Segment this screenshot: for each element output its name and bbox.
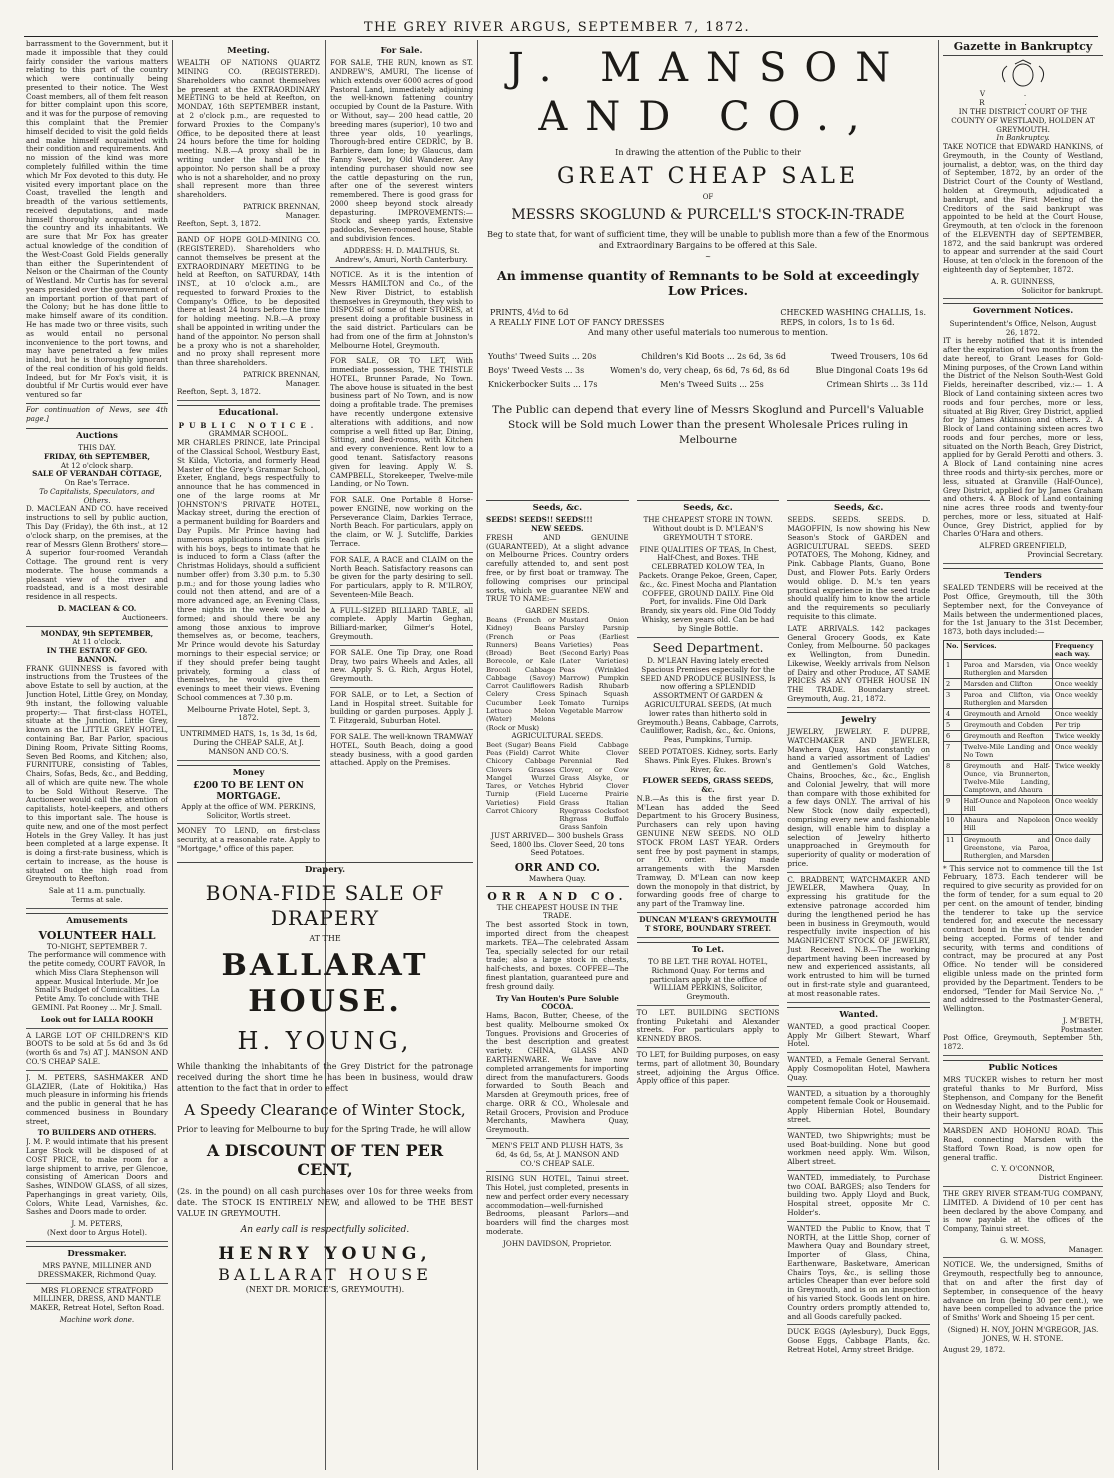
magoffin-seeds-ad: SEEDS. SEEDS. SEEDS. D. MAGOFFIN, Is now showing his New Season's Stock of GARDEN and AGRICULTURAL SEEDS. SEED POTATOES, The Mohong, Kidney, and Pink. Cabbage Plants, Guano, Bone Dust, and Flower Pots. Early Orders would oblige. D. M.'s ten years practical experience in the seed trade should qualify him to know the article and the requirements so peculiarly requisite to this climate. — [787, 515, 931, 621]
table-row — [944, 720, 1103, 731]
editorial-text: barrassment to the Government, but it made it impossible that they could fairly consider the various matters relating to this part of the country which were continually being presented to their notice. The West Coast members, all of them felt reason for bitter complaint upon this score, and it was for the purpose of removing this complaint that the Premier himself decided to visit the gold fields and make himself acquainted with their condition and requirements. And no mission of the kind was more completely fulfilled within the time which Mr Fox devoted to this duty. He visited every important place on the Coast, travelled the length and breadth of the various settlements, received deputations, and made himself thoroughly acquainted with the country and its inhabitants. We are sure that Mr Fox has greater actual knowledge of the condition of the West-Coast Gold Fields generally than either the Superintendent of Nelson or the Chairman of the County of Westland. Mr Curtis has for several years presided over the government of an important portion of that part of the Colony; but he has done little to make himself aware of its condition. He has made two or three visits, such as would entail no personal inconvenience to the port towns, and may have penetrated a few miles inland, but he is thoroughly ignorant of the real condition of his gold fields. Indeed, but for Mr Fox's visit, it is doubtful if Mr Curtis would ever have ventured so far — [26, 40, 168, 400]
tenders-role: Postmaster. — [1060, 1024, 1103, 1034]
seed-potatoes: SEED POTATOES. Kidney, sorts. Early Shaws. Pink Eyes. Flukes. Brown's River, &c. — [638, 746, 778, 774]
section-heading-seeds-b: Seeds, &c. — [637, 500, 780, 513]
table-cell: 3 — [944, 690, 962, 709]
seeds-column-b — [633, 496, 784, 1358]
thistle-hotel-ad: FOR SALE, OR TO LET, With immediate possession, THE THISTLE HOTEL, Brunner Parade, No Town. The above house is situated in the best business part of No Town, and is now doing a profitable trade. The premises have recently undergone extensive alterations with additions, and now comprise a well fitted up Bar, Dining, Sitting, and Bed-rooms, with Kitchen and every convenience. Rent low to a good tenant. Satisfactory reasons given for leaving. Apply W. S. CAMPBELL, Storekeeper, Twelve-mile Landing, or No Town. — [330, 357, 473, 493]
section-heading-auctions: Auctions — [26, 428, 168, 441]
auction2-terms: Terms at sale. — [26, 896, 168, 909]
steam-tug-notice: THE GREY RIVER STEAM-TUG COMPANY, LIMITED. A Dividend of 10 per cent has been declared by the above Company, and is now payable at the offices of the Company, Tainui street. — [943, 1188, 1103, 1234]
table-cell: Once weekly — [1053, 815, 1103, 834]
st-andrews-run-ad: FOR SALE, THE RUN, known as ST. ANDREW'S, AMURI, The license of which extends over 6000 acres of good Pastoral Land, immediately adjoining the well-known fattening country occupied by Count de la Pasture. With or Without, say— 200 head cattle, 20 breeding mares (superior), 10 two and three year olds, 10 yearlings, Thorough-bred entire CEDRIC, by B. Barbiere, dam Ione; by Glaucus, dam Fanny Sweet, by Old Wanderer. Any intending purchaser should now see the cattle depasturing on the run, after one of the severest winters remembered. There is good grass for 2000 sheep beyond stock already depasturing. IMPROVEMENTS:— Stock and sheep yards, Extensive paddocks, Seven-roomed house, Stable and subdivision fences. — [330, 58, 473, 243]
drapery-prior: Prior to leaving for Melbourne to buy for the Spring Trade, he will allow — [177, 1125, 471, 1135]
price-row-2: Boys' Tweed Vests ... 3s Women's do, very cheap, 6s 6d, 7s 6d, 8s 6d Blue Dingonal Coats 19s 6d — [488, 365, 928, 375]
tenders-body: SEALED TENDERS will be received at the Post Office, Greymouth, till the 30th September next, for the Conveyance of Mails between the undermentioned places, for the 1st January to the 31st December, 1873, both days included:— — [943, 583, 1103, 637]
table-cell: 6 — [944, 731, 962, 742]
table-cell: 11 — [944, 834, 962, 861]
table-cell: Greymouth and Arnold — [961, 709, 1052, 720]
manson-beg: Beg to state that, for want of sufficient time, they will be unable to publish more than a few of the Enormous and Extraordinary Bargains to be offered at this Sale. — [487, 230, 929, 250]
cheapest-house: THE CHEAPEST HOUSE IN THE TRADE. — [496, 902, 618, 921]
manson-of: OF — [702, 192, 714, 201]
table-cell: Greymouth and Cobden — [961, 720, 1052, 731]
manson-many: And many other useful materials too numerous to mention. — [587, 327, 829, 337]
agri-seeds-list-1: Beet (Sugar) Beans Peas (Field) Carrot Chicory Cabbage Clovers Grasses Mangel Wurzel Tares, or Vetches Turnip (Field Varieties) Field Carrot Chicory — [486, 740, 556, 815]
manson-title: J. MANSON AND CO., — [507, 45, 909, 140]
gov-signature: ALFRED GREENFIELD, — [979, 541, 1067, 551]
volunteer-hall-body: The performance will commence with the petite comedy, COURT FAVOR, In which Miss Clara Stephenson will appear. Musical Interlude. Mr Joe Small's Budget of Comicalities. La Petite Amy. To conclude with THE GEMINI. Pat Rooney ... Mr J. Small. — [28, 950, 166, 1013]
column-rule — [938, 40, 939, 1470]
wanted-servant: WANTED, a Female General Servant. Apply Cosmopolitan Hotel, Mawhera Quay. — [787, 1056, 930, 1086]
auction-title: SALE OF VERANDAH COTTAGE, — [32, 469, 162, 479]
tenders-note: * This service not to commence till the 1st February, 1873. Each tenderer will be required to give security as provided for on the form of tender, for a sum equal to 20 per cent. on the amount of tender, binding the tenderer to take up the service tendered for, and execute the necessary contract bond in the event of his tender being accepted. Forms of tender and security, with terms and conditions of contract, may be procured at any Post Office. No tender will be considered eligible unless made on the printed form provided by the Department. Tenders to be endorsed, "Tender for Mail Service No. ," and addressed to the Postmaster-General, Wellington. — [943, 863, 1103, 1014]
section-heading-tenders: Tenders — [943, 568, 1103, 581]
masthead-rule — [24, 36, 1098, 37]
allotment-to-let: TO LET, for Building purposes, on easy terms, part of allotment 30, Boundary street, adjoining the Argus Office. Apply office of this paper. — [636, 1049, 780, 1086]
mortgage-apply: Apply at the office of WM. PERKINS, Solicitor, Wortls street. — [177, 803, 320, 825]
public-notice-title: PUBLIC NOTICE. — [178, 420, 319, 430]
royal-hotel-to-let: TO BE LET. THE ROYAL HOTEL, Richmond Quay. For terms and particulars apply at the office of WILLIAM PERKINS, Solicitor, Greymouth. — [637, 958, 780, 1006]
untrimmed-hats-ad: UNTRIMMED HATS, 1s, 1s 3d, 1s 6d, During the CHEAP SALE, At J. MANSON AND CO.'S. — [177, 730, 320, 760]
section-heading-seeds-c: Seeds, &c. — [787, 500, 930, 513]
bankruptcy-notice: TAKE NOTICE that EDWARD HANKINS, of Greymouth, in the County of Westland, journalist, a debtor, was, on the third day of September, 1872, by an order of the District Court of the County of Westland, holden at Greymouth, adjudicated a bankrupt, and the First Meeting of the Creditors of the said bankrupt was appointed to be held at the Court House, Greymouth, at ten o'clock in the forenoon of the ELEVENTH day of SEPTEMBER, 1872, and the said bankrupt was ordered to appear and surrender at the said Court House, at ten o'clock in the forenoon of the eighteenth day of September, 1872. — [943, 142, 1103, 275]
table-cell: 7 — [944, 742, 962, 761]
new-seeds-title: NEW SEEDS. — [531, 524, 584, 534]
meeting-1-role: Manager. — [285, 210, 320, 220]
table-cell: 4 — [944, 709, 962, 720]
fancy-dresses: A REALLY FINE LOT OF FANCY DRESSES — [490, 317, 665, 327]
table-cell: Twice weekly — [1053, 731, 1103, 742]
table-cell: Marsden and Clifton — [961, 679, 1052, 690]
stratford-ad: MRS FLORENCE STRATFORD MILLINER, DRESS, AND MANTLE MAKER, Retreat Hotel, Sefton Road. — [29, 1285, 165, 1313]
table-cell: Greymouth and Half-Ounce, via Brunnerton, Twelve-Mile Landing, Camptown, and Ahaura — [961, 761, 1052, 796]
section-heading-public-notices: Public Notices — [943, 1060, 1103, 1073]
orr-body: The best assorted Stock in town, imported direct from the cheapest markets. TEA—The celebrated Assam Tea, specially selected for our retail trade; also a large stock in chests, half-chests, and boxes. COFFEE—The finest plantation, guaranteed pure and fresh ground daily. — [486, 920, 629, 991]
table-row — [944, 834, 1103, 861]
manson-intro: In drawing the attention of the Public to their — [615, 147, 801, 157]
table-cell: Once weekly — [1053, 709, 1103, 720]
section-heading-amusements: Amusements — [26, 913, 168, 926]
auction2-time: At 11 o'clock. — [72, 637, 122, 647]
meeting-2-date: Reefton, Sept. 3, 1872. — [177, 388, 320, 401]
h-young-title: H. YOUNG, — [237, 1027, 413, 1056]
smiths-signatures: (Signed) H. NOY, JOHN M'GREGOR, JAS. JONES, W. H. STONE. — [947, 1324, 1099, 1343]
speedy-clearance: A Speedy Clearance of Winter Stock, — [184, 1100, 466, 1119]
gazette-title: Gazette in Bankruptcy — [943, 40, 1103, 56]
auction-signature: D. MACLEAN & CO. — [57, 604, 137, 614]
drapery-ad — [177, 858, 473, 1472]
auction-audience: To Capitalists, Speculators, and Others. — [39, 486, 155, 505]
auction-location: On Rae's Terrace. — [64, 478, 130, 488]
billiard-table-ad: A FULL-SIZED BILLIARD TABLE, all complete. Apply Martin Geghan, Billiard-marker, Gilmer's Hotel, Greymouth. — [330, 607, 473, 646]
vr-initials: V. R. — [979, 89, 1067, 108]
smiths-date: August 29, 1872. — [943, 1345, 1006, 1355]
table-cell: 1 — [944, 659, 962, 678]
section-heading-educational: Educational. — [177, 405, 320, 418]
volunteer-hall-date: TO-NIGHT, SEPTEMBER 7. — [46, 941, 148, 951]
great-cheap-sale: GREAT CHEAP SALE — [557, 163, 859, 189]
wanted-shipwrights: WANTED, two Shipwrights; must be used Boat-building. None but good workmen need apply. Wm. Wilson, Albert street. — [787, 1132, 930, 1171]
table-cell: Once daily — [1053, 834, 1103, 861]
lalla-rookh-notice: Look out for LALLA ROOKH — [26, 1016, 168, 1029]
wanted-public-to-know: WANTED the Public to Know, that T NORTH, at the Little Shop, corner of Mawhera Quay and Boundary street, Importer of Glass, China, Earthenware, Basketware, American Chairs Toys, &c., is selling those articles Cheaper than ever before sold in Greymouth, and is on an inspection of his varied Stock. Goods lent on hire. Country orders promptly attended to, and all Goods carefully packed. — [787, 1225, 930, 1326]
grammar-school-body: MR CHARLES PRINCE, late Principal of the Classical School, Westbury East, St Kilda, Victoria, and formerly Head Master of the Grey's Grammar School, Exeter, England, begs respectfully to announce that he has commenced in one of the large rooms at Mr JOHNSTON'S PRIVATE HOTEL, Mackay street, during the erection of a permanent building for Boarders and Day Pupils. Mr Prince having had numerous applications to teach girls with his boys, begs to intimate that he is induced to form a Class (after the Christmas Holidays, should a sufficient number offer) from 3.30 p.m. to 5.30 p.m.; and for those young ladies who could not then attend, and are of a more advanced age, an Evening Class, three nights in the week would be formed; and should there be any among those anxious to improve themselves as, or become, teachers, Mr Prince would devote his Saturday mornings to their especial service; or if they should prefer being taught privately, forming a class of themselves, he would give them evenings to meet their views. Evening School commences at 7.30 p.m. — [177, 438, 320, 702]
marsden-road-signature: C. Y. O'CONNOR, — [991, 1164, 1055, 1174]
auction2-date: MONDAY, 9th SEPTEMBER, — [40, 628, 154, 638]
table-row — [944, 709, 1103, 720]
meeting-notice-2: BAND OF HOPE GOLD-MINING CO. (REGISTERED). Shareholders who cannot themselves be present at the EXTRAORDINARY MEETING to be held at Reefton, on SATURDAY, 14th INST., at 10 o'clock a.m., are requested to forward Proxies to the Company's Office, to be deposited there at least 24 hours before the time for holding meeting. N.B.—A proxy shall be appointed in writing under the hand of the appointor. No person shall be a proxy who is not a shareholder, and no proxy shall represent more than three shareholders. — [177, 235, 320, 368]
seeds-body: FRESH AND GENUINE (GUARANTEED), At a slight advance on Melbourne Prices. Country orders carefully attended to, and sent post free, or by first boat or tramway. The following comprises our principal sorts, which we guarantee NEW and TRUE TO NAME:— — [486, 532, 629, 604]
orr-more: Hams, Bacon, Butter, Cheese, of the best quality. Melbourne smoked Ox Tongues. Provisions and Groceries of the best description and greatest variety. CHINA, GLASS AND EARTHENWARE. We have now completed arrangements for importing direct from the manufacturers. Goods forwarded to South Beach and Marsden at Greymouth prices, free of charge. ORR & CO., Wholesale and Retail Grocers, Provision and Produce Merchants, Mawhera Quay, Greymouth. — [486, 1012, 629, 1139]
table-row — [944, 690, 1103, 709]
table-cell: Twelve-Mile Landing and No Town — [961, 742, 1052, 761]
garden-seeds-heading: GARDEN SEEDS. — [525, 606, 590, 616]
mclean-store-ad: THE CHEAPEST STORE IN TOWN. Without doubt is D. M'LEAN'S GREYMOUTH T STORE. — [643, 515, 773, 542]
orr-and-co-2: ORR AND CO. — [487, 890, 628, 904]
payne-ad: MRS PAYNE, MILLINER AND DRESSMAKER, Richmond Quay. — [26, 1262, 168, 1284]
marsden-road-role: District Engineer. — [943, 1174, 1103, 1187]
steam-tug-signature: G. W. MOSS, — [1000, 1235, 1046, 1245]
auction-day: FRIDAY, 6th SEPTEMBER, — [43, 451, 151, 461]
skoglund-purcell-title: MESSRS SKOGLUND & PURCELL'S STOCK-IN-TRADE — [511, 207, 905, 224]
table-cell: Once weekly — [1053, 679, 1103, 690]
table-cell: Greymouth and Reefton — [961, 731, 1052, 742]
rising-sun-signature: JOHN DAVIDSON, Proprietor. — [503, 1238, 612, 1248]
auction-time: At 12 o'clock sharp. — [60, 460, 134, 470]
garden-seeds-list-2: Mustard Onion Parsley Parsnip Peas (Earliest Varieties) Peas (Second Early) Peas (Later Varieties) Peas (Wrinkled Marrow) Pumpkin Radish Rhubarb Spinach Squash Tomato Turnips Vegetable Marrow — [559, 615, 629, 716]
table-cell: Per trip — [1053, 720, 1103, 731]
building-sections-to-let: TO LET. BUILDING SECTIONS fronting Puketahi and Alexander streets. For particulars apply to KENNEDY BROS. — [637, 1009, 780, 1048]
dray-for-sale-ad: FOR SALE. One Tip Dray, one Road Dray, two pairs Wheels and Axles, all new. Apply S. G. Rich, Argus Hotel, Greymouth. — [330, 649, 473, 688]
table-row — [944, 659, 1103, 678]
price-row-1: Youths' Tweed Suits ... 20s Children's Kid Boots ... 2s 6d, 3s 6d Tweed Trousers, 10s 6d — [488, 352, 928, 362]
table-row — [944, 815, 1103, 834]
rising-sun-hotel: RISING SUN HOTEL, Tainui street. This Hotel, just completed, presents in new and perfect order every necessary accommodation—well-furnished Bedrooms, pleasant Parlors—and boarders will find the charges most moderate. — [486, 1174, 629, 1237]
table-cell: Twice weekly — [1053, 761, 1103, 796]
table-cell: Ahaura and Napoleon Hill — [961, 815, 1052, 834]
section-heading-money: Money — [177, 765, 320, 778]
wanted-situation: WANTED, a situation by a thoroughly competent female Cook or Housemaid. Apply Hibernian Hotel, Boundary street. — [787, 1090, 930, 1129]
marsden-road-notice: MARSDEN AND HOHONU ROAD. This Road, connecting Marsden with the Stafford Town Road, is now open for general traffic. — [943, 1126, 1103, 1162]
builders-heading: TO BUILDERS AND OTHERS. — [37, 1128, 157, 1138]
table-cell: 10 — [944, 815, 962, 834]
peters-signature: J. M. PETERS, — [71, 1219, 123, 1229]
mortgage-amount: £200 TO BE LENT ON MORTGAGE. — [193, 780, 304, 802]
table-cell: 9 — [944, 796, 962, 815]
table-row — [944, 731, 1103, 742]
auction2-sale-time: Sale at 11 a.m. punctually. — [48, 886, 146, 896]
table-cell: 5 — [944, 720, 962, 731]
race-and-claim-ad: FOR SALE, A RACE and CLAIM on the North Beach. Satisfactory reasons can be given for the party desiring to sell. For particulars, apply to R. M'ILROY, Seventeen-Mile Beach. — [330, 556, 473, 604]
table-cell: Paroa and Clifton, via Rutherglen and Marsden — [961, 690, 1052, 709]
column-1 — [26, 40, 168, 1472]
price-row-3: Knickerbocker Suits ... 17s Men's Tweed Suits ... 25s Crimean Shirts ... 3s 11d — [488, 379, 928, 389]
gov-notice-body: IT is hereby notified that it is intended after the expiration of two months from the date hereof, to Grant Leases for Gold-Mining purposes, of the Crown Land within the District of the Nelson South-West Gold Fields, hereinafter described, viz.:— 1. A Block of Land containing sixteen acres two roods and four perches, more or less, situated at Big River, Grey District, applied for by James Atkinson and others. 2. A Block of Land containing sixteen acres two roods and four perches, more or less, situated on the North Beach, Grey District, applied for by Gerald Perotti and others. 3. A Block of Land containing nine acres three roods and thirty-six perches, more or less, situated at Granville (Half-Ounce), Grey District, applied for by James Graham and others. 4. A Block of Land containing nine acres three roods and twenty-four perches, more or less, situated at Half-Ounce, Grey District, applied for by Charles O'Hara and others. — [943, 336, 1103, 539]
orr-address: Mawhera Quay. — [486, 875, 629, 888]
discount-body: (2s. in the pound) on all cash purchases over 10s for three weeks from date. The STOCK IS ENTIRELY NEW, and allowed to be THE BEST VALUE IN GREYMOUTH. — [177, 1186, 473, 1219]
table-cell: Once weekly — [1053, 690, 1103, 709]
smiths-notice: NOTICE. We, the undersigned, Smiths of Greymouth, respectfully beg to announce, that on and after the first day of September, in consequence of the heavy advance on Iron (being 30 per cent.), we have been compelled to advance the price of Smiths' Work and Shoeing 15 per cent. — [943, 1260, 1103, 1323]
tenders-signature: J. M'BETH, — [1062, 1015, 1103, 1025]
table-cell: Paroa and Marsden, via Rutherglen and Marsden — [961, 659, 1052, 678]
auction2-estate: IN THE ESTATE OF GEO. BANNON. — [46, 646, 148, 664]
court-heading: IN THE DISTRICT COURT OF THE COUNTY OF WESTLAND, HOLDEN AT GREYMOUTH. — [951, 106, 1095, 134]
grammar-school-address: Melbourne Private Hotel, Sept. 3, 1872. — [177, 706, 320, 728]
gov-role: Provincial Secretary. — [943, 551, 1103, 564]
tramway-hotel-ad: FOR SALE. The well-known TRAMWAY HOTEL, South Beach, doing a good steady business, with a good garden attached. Apply on the Premises. — [330, 732, 473, 768]
felt-hats-ad: MEN'S FELT AND PLUSH HATS, 3s 6d, 4s 6d, 5s, At J. MANSON AND CO.'S CHEAP SALE. — [486, 1142, 629, 1172]
volunteer-hall-title: VOLUNTEER HALL — [38, 929, 156, 943]
section-heading-to-let: To Let. — [637, 942, 780, 955]
duncan-mclean-store: DUNCAN M'LEAN'S GREYMOUTH T STORE, BOUNDARY STREET. — [637, 916, 780, 938]
drapery-body: While thanking the inhabitants of the Grey District for the patronage received during the short time he has been in business, would draw attention to the fact that in order to effect — [177, 1062, 473, 1093]
bankruptcy-role: Solicitor for bankrupt. — [943, 287, 1103, 300]
in-bankruptcy: In Bankruptcy. — [996, 133, 1050, 143]
table-row — [944, 796, 1103, 815]
meeting-notice-1: WEALTH OF NATIONS QUARTZ MINING CO. (REGISTERED). Shareholders who cannot themselves be present at the EXTRAORDINARY MEETING to be held at Reefton, on MONDAY, 16th SEPTEMBER instant, at 2 o'clock p.m., are requested to forward Proxies to the Company's Office, to be deposited there at least 24 hours before the time for holding meeting. N.B.—A proxy shall be in writing under the hand of the appointor. No person shall be a proxy who is not a shareholder, and no proxy shall represent more than three shareholders. — [177, 58, 320, 200]
section-heading-drapery: Drapery. — [177, 862, 473, 875]
table-cell: 8 — [944, 761, 962, 796]
wanted-coal-barges: WANTED, immediately, to Purchase two COAL BARGES; also Tenders for building two. Apply Lloyd and Buck, Hospital street, opposite Mr C. Holder's. — [787, 1174, 930, 1222]
duck-eggs-ad: DUCK EGGS (Aylesbury), Duck Eggs, Goose Eggs, Cabbage Plants, &c. Retreat Hotel, Army street Bridge. — [787, 1327, 931, 1354]
masthead: THE GREY RIVER ARGUS, SEPTEMBER 7, 1872. — [363, 20, 751, 35]
mrs-tucker-notice: MRS TUCKER wishes to return her most grateful thanks to Mr Burford, Miss Stephenson, and Company for the Benefit on Wednesday Night, and to the Public for their hearty support. — [943, 1076, 1103, 1124]
machine-work-note: Machine work done. — [59, 1315, 135, 1325]
table-row — [944, 761, 1103, 796]
challis-price: CHECKED WASHING CHALLIS, 1s. — [780, 308, 926, 318]
column-rule — [477, 40, 478, 1470]
just-arrived: JUST ARRIVED— 300 bushels Grass Seed, 1800 lbs. Clover Seed, 20 tons Seed Potatoes. — [490, 830, 625, 858]
gov-office: Superintendent's Office, Nelson, August 26, 1872. — [949, 318, 1097, 337]
orr-and-co: ORR AND CO. — [514, 861, 600, 875]
steam-tug-role: Manager. — [943, 1246, 1103, 1259]
tenders-date: Post Office, Greymouth, September 5th, 1872. — [943, 1034, 1103, 1056]
drapery-title: BONA-FIDE SALE OF DRAPERY — [205, 881, 445, 930]
bankruptcy-signature: A. R. GUINNESS, — [991, 276, 1055, 286]
ballarat-house-title: BALLARAT HOUSE. — [221, 947, 429, 1020]
mail-services-table: No. Services. Frequency each way. 1 Paroa and Marsden, via Rutherglen and Marsden Once weekly 2 Marsden and Clifton Once weekly 3 Paroa and Clifton, via Rutherglen and Marsden Once weekly 4 Greymouth and Arnold Once weekly 5 Greymouth and Cobden Per trip 6 Greymouth and Reefton Twice weekly 7 Twelve-Mile Landing and No Town Once weekly 8 Greymouth and Half-Ounce, via Brunnerton, Twelve-Mile Landing, Camptown, and Ahaura Twice weekly 9 Half-Ounce and Napoleon Hill Once weekly 10 Ahaura and Napoleon Hill Once weekly 11 Greymouth and Greenstone, via Paroa, Rutherglen, and Marsden Once daily — [943, 640, 1103, 862]
table-cell: Once weekly — [1053, 796, 1103, 815]
seeds-column-a — [482, 496, 633, 1358]
table-row — [944, 679, 1103, 690]
ballarat-house-signature: BALLARAT HOUSE — [218, 1265, 432, 1285]
auction-date: THIS DAY. — [78, 442, 116, 452]
hamilton-notice: NOTICE. As it is the intention of Messrs HAMILTON and Co., of the New River District, to establish themselves in Greymouth, they wish to DISPOSE of some of their STORES, at present doing a profitable business in the said district. Particulars can be had from one of the firm at Johnston's Melbourne Hotel, Greymouth. — [330, 271, 473, 354]
prints-price: PRINTS, 4½d to 6d — [490, 308, 569, 318]
mclean-nb: N.B.—As this is the first year D. M'Lean has added the Seed Department to his Grocery Business, Purchasers can rely upon having GENUINE NEW SEEDS. NO OLD STOCK FROM LAST YEAR. Orders sent free by post payment in stamps, or P.O. order. Having made arrangements with the Marsden Tramway, D. M'Lean can now keep down the monopoly in that district, by forwarding goods free of charge to any part of the Tramway line. — [637, 795, 780, 913]
table-cell: Once weekly — [1053, 742, 1103, 761]
section-heading-seeds-a: Seeds, &c. — [486, 500, 629, 513]
column-3 — [330, 40, 473, 853]
section-heading-wanted: Wanted. — [787, 1007, 930, 1020]
mclean-teas: FINE QUALITIES OF TEAS, In Chest, Half-Chest, and Boxes. THE CELEBRATED KOLOW TEA, In Packets. Orange Pekoe, Green, Caper, &c., &c. Finest Mocha and Plantation COFFEE, GROUND DAILY. Fine Old Port, for invalids. Fine Old Dark Brandy, six years old. Fine Old Toddy Whisky, seven years old. Can be had by Single Bottle. — [637, 546, 780, 638]
engine-for-sale-ad: FOR SALE. One Portable 8 Horse-power ENGINE, now working on the Perseverance Claim, Darkies Terrace, North Beach. For particulars, apply on the claim, or W. J. Sutcliffe, Darkies Terrace. — [330, 496, 473, 553]
table-cell: Greymouth and Greenstone, via Paroa, Rutherglen, and Marsden — [961, 834, 1052, 861]
seed-department-title: Seed Department. — [652, 640, 764, 655]
gazette-column — [943, 40, 1103, 1472]
table-cell: 2 — [944, 679, 962, 690]
henry-young-signature: HENRY YOUNG, — [218, 1244, 432, 1265]
seeds-title: SEEDS! SEEDS!! SEEDS!!! — [486, 515, 593, 525]
reps-price: REPS, in colors, 1s to 1s 6d. — [780, 317, 895, 327]
peters-ad: J. M. PETERS, SASHMAKER AND GLAZIER, (Late of Hokitika,) Has much pleasure in informing his friends and the public in general that he has commenced business in Boundary street, — [26, 1072, 168, 1126]
manson-ad: J. MANSON AND CO., In drawing the attention of the Public to their GREAT CHEAP SALE OF MESSRS SKOGLUND & PURCELL'S STOCK-IN-TRADE Beg to state that, for want of sufficient time, they will be unable to publish more than a few of the Enormous and Extraordinary Bargains to be offered at this Sale. ~ An immense quantity of Remnants to be Sold at exceedingly Low Prices. PRINTS, 4½d to 6d A REALLY FINE LOT OF FANCY DRESSES CHECKED WASHING CHALLIS, 1s. REPS, in colors, 1s to 1s 6d. And many other useful materials too numerous to mention. Youths' Tweed Suits ... 20s Children's Kid Boots ... 2s 6d, 3s 6d Tweed Trousers, 10s 6d Boys' Tweed Vests ... 3s Women's do, very cheap, 6s 6d, 7s 6d, 8s 6d Blue Dingonal Coats 19s 6d Knickerbocker Suits ... 17s Men's Tweed Suits ... 25s Crimean Shirts ... 3s 11d The Public can depend that every line of Messrs Skoglund and Purcell's Valuable Stock will be Sold much Lower than the present Wholesale Prices ruling in Melbourne — [482, 40, 934, 494]
peters-address: (Next door to Argus Hotel). — [26, 1229, 168, 1242]
meeting-1-date: Reefton, Sept. 3, 1872. — [177, 220, 320, 233]
seeds-column-c — [783, 496, 934, 1358]
ballarat-house-address: (NEXT DR. MORICE'S, GREYMOUTH). — [245, 1284, 405, 1294]
column-rule — [172, 40, 173, 1470]
dupre-jewelry-ad: JEWELRY, JEWELRY. F. DUPRE, WATCHMAKER AND JEWELER, Mawhera Quay, Has constantly on hand a varied assortment of Ladies' and Gentlemen's Gold Watches, Chains, Brooches, &c., &c., English and Colonial Jewelry, that will more than compare with those exhibited for a few days ONLY. The arrival of his New Stock (now daily expected), comprising every new and fashionable design, will enable him to display a selection of Jewelry hitherto unapproached in Greymouth for superiority of quality or moderation of price. — [787, 728, 930, 873]
section-heading-jewelry: Jewelry — [787, 712, 930, 725]
kid-boots-ad: A LARGE LOT OF CHILDREN'S KID BOOTS to be sold at 5s 6d and 3s 6d (worth 6s and 7s) AT J. MANSON AND CO.'S CHEAP SALE. — [26, 1032, 168, 1071]
peters-ad-body: J. M. P. would intimate that his present Large Stock will be disposed of at COST PRICE, to make room for a large shipment to arrive, per Glencoe, consisting of American Doors and Sashes, WINDOW GLASS, of all sizes, Paperhangings in great variety, Oils, Colors, White Lead, Varnishes, &c. Sashes and Doors made to order. — [26, 1137, 168, 1217]
money-to-lend-ad: MONEY TO LEND, on first-class security, at a reasonable rate. Apply to "Mortgage," office of this paper. — [177, 827, 320, 853]
continuation-note: For continuation of News, see 4th page.] — [26, 405, 168, 423]
garden-seeds-list-1: Beans (French or Kidney) Beans (French or Runners) Beans (Broad) Beet Borecole, or Kale Brocoli Cabbage Cabbage (Savoy) Carrot Cauliflowers Celery Cress Cucumber Leek Lettuce Melon (Water) Melons (Rock or Musk) — [486, 615, 556, 732]
meeting-2-signature: PATRICK BRENNAN, — [243, 369, 320, 379]
section-heading-meeting: Meeting. — [227, 46, 270, 56]
seeds-section — [482, 496, 934, 1472]
auction-body: D. MACLEAN AND CO. have received instructions to sell by public auction, This Day (Friday), the 6th inst., at 12 o'clock sharp, on the premises, at the rear of Messrs Glenn Brothers' store— A superior four-roomed Verandah Cottage. The ground rent is very moderate. The house commands a pleasant view of the river and roadstead, and is a most desirable residence in all respects. — [26, 504, 168, 602]
late-arrivals: LATE ARRIVALS. 142 packages General Grocery Goods, ex Kate Conley, from Melbourne. 50 packages ex Wellington, from Dunedin. Likewise, Weekly arrivals from Nelson of Dairy and other Produce, AT SAME PRICES AS ANY OTHER HOUSE IN THE TRADE. Boundary street. Greymouth, Aug. 21, 1872. — [787, 625, 930, 708]
agri-seeds-list-2: Field Cabbage White Clover Perennial Red Clover, or Cow Grass Alsyke, or Hybrid Clover Lucerne Prairie Grass Italian Ryegrass Cocksfoot Rhgrass Buffalo Grass Sanfoin — [559, 740, 629, 832]
manson-depend: The Public can depend that every line of Messrs Skoglund and Purcell's Valuable Stock will be Sold much Lower than the present Wholesale Prices ruling in Melbourne — [492, 404, 924, 446]
land-for-sale-ad: FOR SALE, or to Let, a Section of Land in Hospital street. Suitable for building or garden purposes. Apply J. T. Fitzgerald, Suburban Hotel. — [330, 691, 473, 730]
auction-role: Auctioneers. — [26, 614, 168, 627]
royal-crest-icon — [993, 58, 1053, 88]
drapery-at-the: AT THE — [309, 934, 341, 944]
discount-headline: A DISCOUNT OF TEN PER CENT, — [206, 1140, 444, 1180]
st-andrews-address: ADDRESS: H. D. MALTHUS, St. Andrew's, Amuri, North Canterbury. — [330, 247, 473, 269]
table-cell: Once weekly — [1053, 659, 1103, 678]
meeting-2-role: Manager. — [285, 378, 320, 388]
flower-seeds: FLOWER SEEDS, GRASS SEEDS, &c. — [642, 776, 774, 795]
early-call-note: An early call is respectfully solicited. — [240, 1225, 410, 1236]
section-heading-dressmaker: Dressmaker. — [26, 1246, 168, 1259]
remnants-headline: An immense quantity of Remnants to be Sold at exceedingly Low Prices. — [497, 267, 919, 298]
bradbent-jewelry-ad: C. BRADBENT, WATCHMAKER AND JEWELER, Mawhera Quay, In expressing his gratitude for the extensive patronage accorded him during the lengthened period he has been in business in Greymouth, would respectfully invite inspection of his MAGNIFICENT STOCK OF JEWELRY, Just Received. N.B.—The working department having been increased by new and experienced assistants, all work entrusted to him will be turned out in first-rate style and guaranteed, at most reasonable rates. — [787, 876, 930, 1003]
grammar-school-title: GRAMMAR SCHOOL. — [208, 429, 289, 439]
table-cell: Half-Ounce and Napoleon Hill — [961, 796, 1052, 815]
meeting-1-signature: PATRICK BRENNAN, — [243, 201, 320, 211]
auction2-body: FRANK GUINNESS is favored with instructions from the Trustees of the above Estate to sell by auction, at the Junction Hotel, Little Grey, on Monday, 9th instant, the following valuable property:— That first-class HOTEL, situate at the Junction, Little Grey, known as the LITTLE GREY HOTEL, containing Bar, Bar Parlor, spacious Dining Room, Private Sitting Rooms, Seven Bed Rooms, and Kitchen; also, FURNITURE, consisting of Tables, Chairs, Sofas, Beds, &c., and Bedding, all of which are quite new. The whole to be Sold Without Reserve. The Auctioneer would call the attention of capitalists, hotel-keepers, and others to this important sale. The house is quite new, and one of the most perfect Hotels in the Grey Valley. It has just been completed at a large expense. It is doing a first-rate business, which is certain to increase, as the house is situated on the high road from Greymouth to Reefton. — [26, 663, 168, 884]
van-houten-cocoa: Try Van Houten's Pure Soluble COCOA. — [495, 993, 619, 1012]
section-heading-government-notices: Government Notices. — [943, 303, 1103, 316]
seed-department-body: D. M'LEAN Having lately erected Spacious Premises especially for the SEED AND PRODUCE BUSINESS, Is now offering a SPLENDID ASSORTMENT Of GARDEN & AGRICULTURAL SEEDS, (At much lower rates than hitherto sold in Greymouth.) Beans, Cabbage, Carrots, Cauliflower, Radish, &c., &c. Onions, Peas, Pumpkins, Turnip. — [637, 656, 779, 745]
wanted-cooper: WANTED, a good practical Cooper. Apply Mr Gilbert Stewart, Wharf Hotel. — [787, 1023, 930, 1053]
section-heading-for-sale: For Sale. — [380, 46, 423, 56]
agricultural-seeds-heading: AGRICULTURAL SEEDS. — [511, 730, 604, 740]
column-2 — [177, 40, 320, 853]
table-row — [944, 742, 1103, 761]
